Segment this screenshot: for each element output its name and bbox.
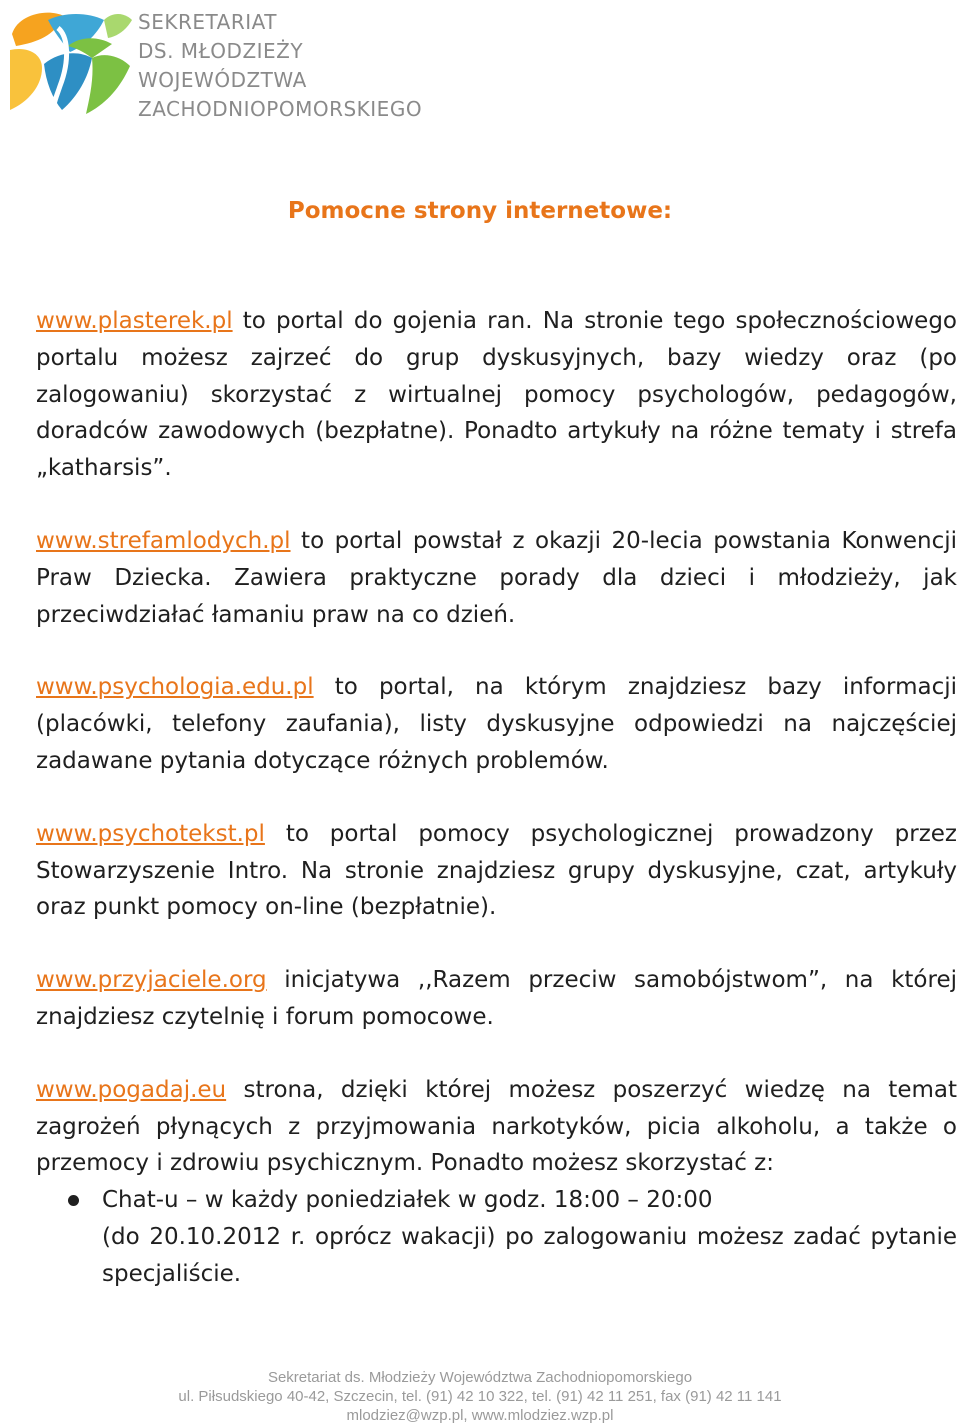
link-psychologia[interactable]: www.psychologia.edu.pl — [36, 674, 314, 701]
logo — [8, 6, 138, 118]
entry-strefamlodych — [36, 523, 957, 633]
link-strefamlodych[interactable]: www.strefamlodych.pl — [36, 527, 291, 554]
bullet-icon — [68, 1195, 79, 1206]
bullet-line-2: (do 20.10.2012 r. oprócz wakacji) po zalogowaniu możesz zadać pytanie specjaliście. — [102, 1223, 957, 1287]
bullet-list — [36, 1182, 957, 1292]
page-title: Pomocne strony internetowe: — [287, 198, 673, 224]
footer-line-3: mlodziez@wzp.pl, www.mlodziez.wzp.pl — [346, 1407, 614, 1424]
link-psychotekst[interactable]: www.psychotekst.pl — [36, 820, 265, 847]
footer-line-2: ul. Piłsudskiego 40-42, Szczecin, tel. (91) 42 10 322, tel. (91) 42 11 251, fax (91) 42 11 141 — [178, 1388, 782, 1405]
entry-psychotekst — [36, 816, 957, 926]
content — [36, 303, 957, 1293]
entry-pogadaj — [36, 1072, 957, 1182]
list-item — [68, 1182, 957, 1292]
link-plasterek[interactable]: www.plasterek.pl — [36, 308, 233, 334]
logo-line-2: DS. MŁODZIEŻY — [138, 39, 304, 63]
entry-text: to portal, na którym znajdziesz bazy informacji (placówki, telefony zaufania), listy dyskusyjne odpowiedzi na najczęściej zadawane pytania dotyczące różnych problemów. — [36, 674, 957, 774]
entry-psychologia — [36, 669, 957, 779]
logo-graphic — [8, 6, 138, 118]
link-przyjaciele[interactable]: www.przyjaciele.org — [36, 967, 267, 994]
bullet-line-1: Chat-u – w każdy poniedziałek w godz. 18:00 – 20:00 — [102, 1187, 713, 1214]
logo-line-4: ZACHODNIOPOMORSKIEGO — [138, 97, 423, 121]
entry-przyjaciele — [36, 962, 957, 1036]
logo-line-1: SEKRETARIAT — [138, 10, 277, 34]
entry-text: to portal pomocy psychologicznej prowadzony przez Stowarzyszenie Intro. Na stronie znajdziesz grupy dyskusyjne, czat, artykuły oraz punkt pomocy on-line (bezpłatnie). — [36, 820, 957, 921]
footer — [0, 1368, 960, 1425]
entry-text: to portal powstał z okazji 20-lecia powstania Konwencji Praw Dziecka. Zawiera praktyczne porady dla dzieci i młodzieży, jak przeciwdziałać łamaniu praw na co dzień. — [36, 527, 957, 628]
entry-text: strona, dzięki której możesz poszerzyć wiedzę na temat zagrożeń płynących z przyjmowania narkotyków, picia alkoholu, a także o przemocy i zdrowiu psychicznym. Ponadto możesz skorzystać z: — [36, 1076, 957, 1177]
logo-text — [138, 8, 422, 124]
logo-line-3: WOJEWÓDZTWA — [138, 68, 307, 92]
footer-line-1: Sekretariat ds. Młodzieży Województwa Zachodniopomorskiego — [267, 1369, 693, 1386]
link-pogadaj[interactable]: www.pogadaj.eu — [36, 1076, 227, 1103]
entry-text: to portal do gojenia ran. Na stronie tego społecznościowego portalu możesz zajrzeć do grup dyskusyjnych, bazy wiedzy oraz (po zalogowaniu) skorzystać z wirtualnej pomocy psychologów, pedagogów, doradców zawodowych (bezpłatne). Ponadto artykuły na różne tematy i strefa „katharsis”. — [36, 308, 957, 482]
entry-plasterek — [36, 303, 957, 487]
entry-text: inicjatywa ,,Razem przeciw samobójstwom”, na której znajdziesz czytelnię i forum pomocowe. — [36, 967, 957, 1030]
